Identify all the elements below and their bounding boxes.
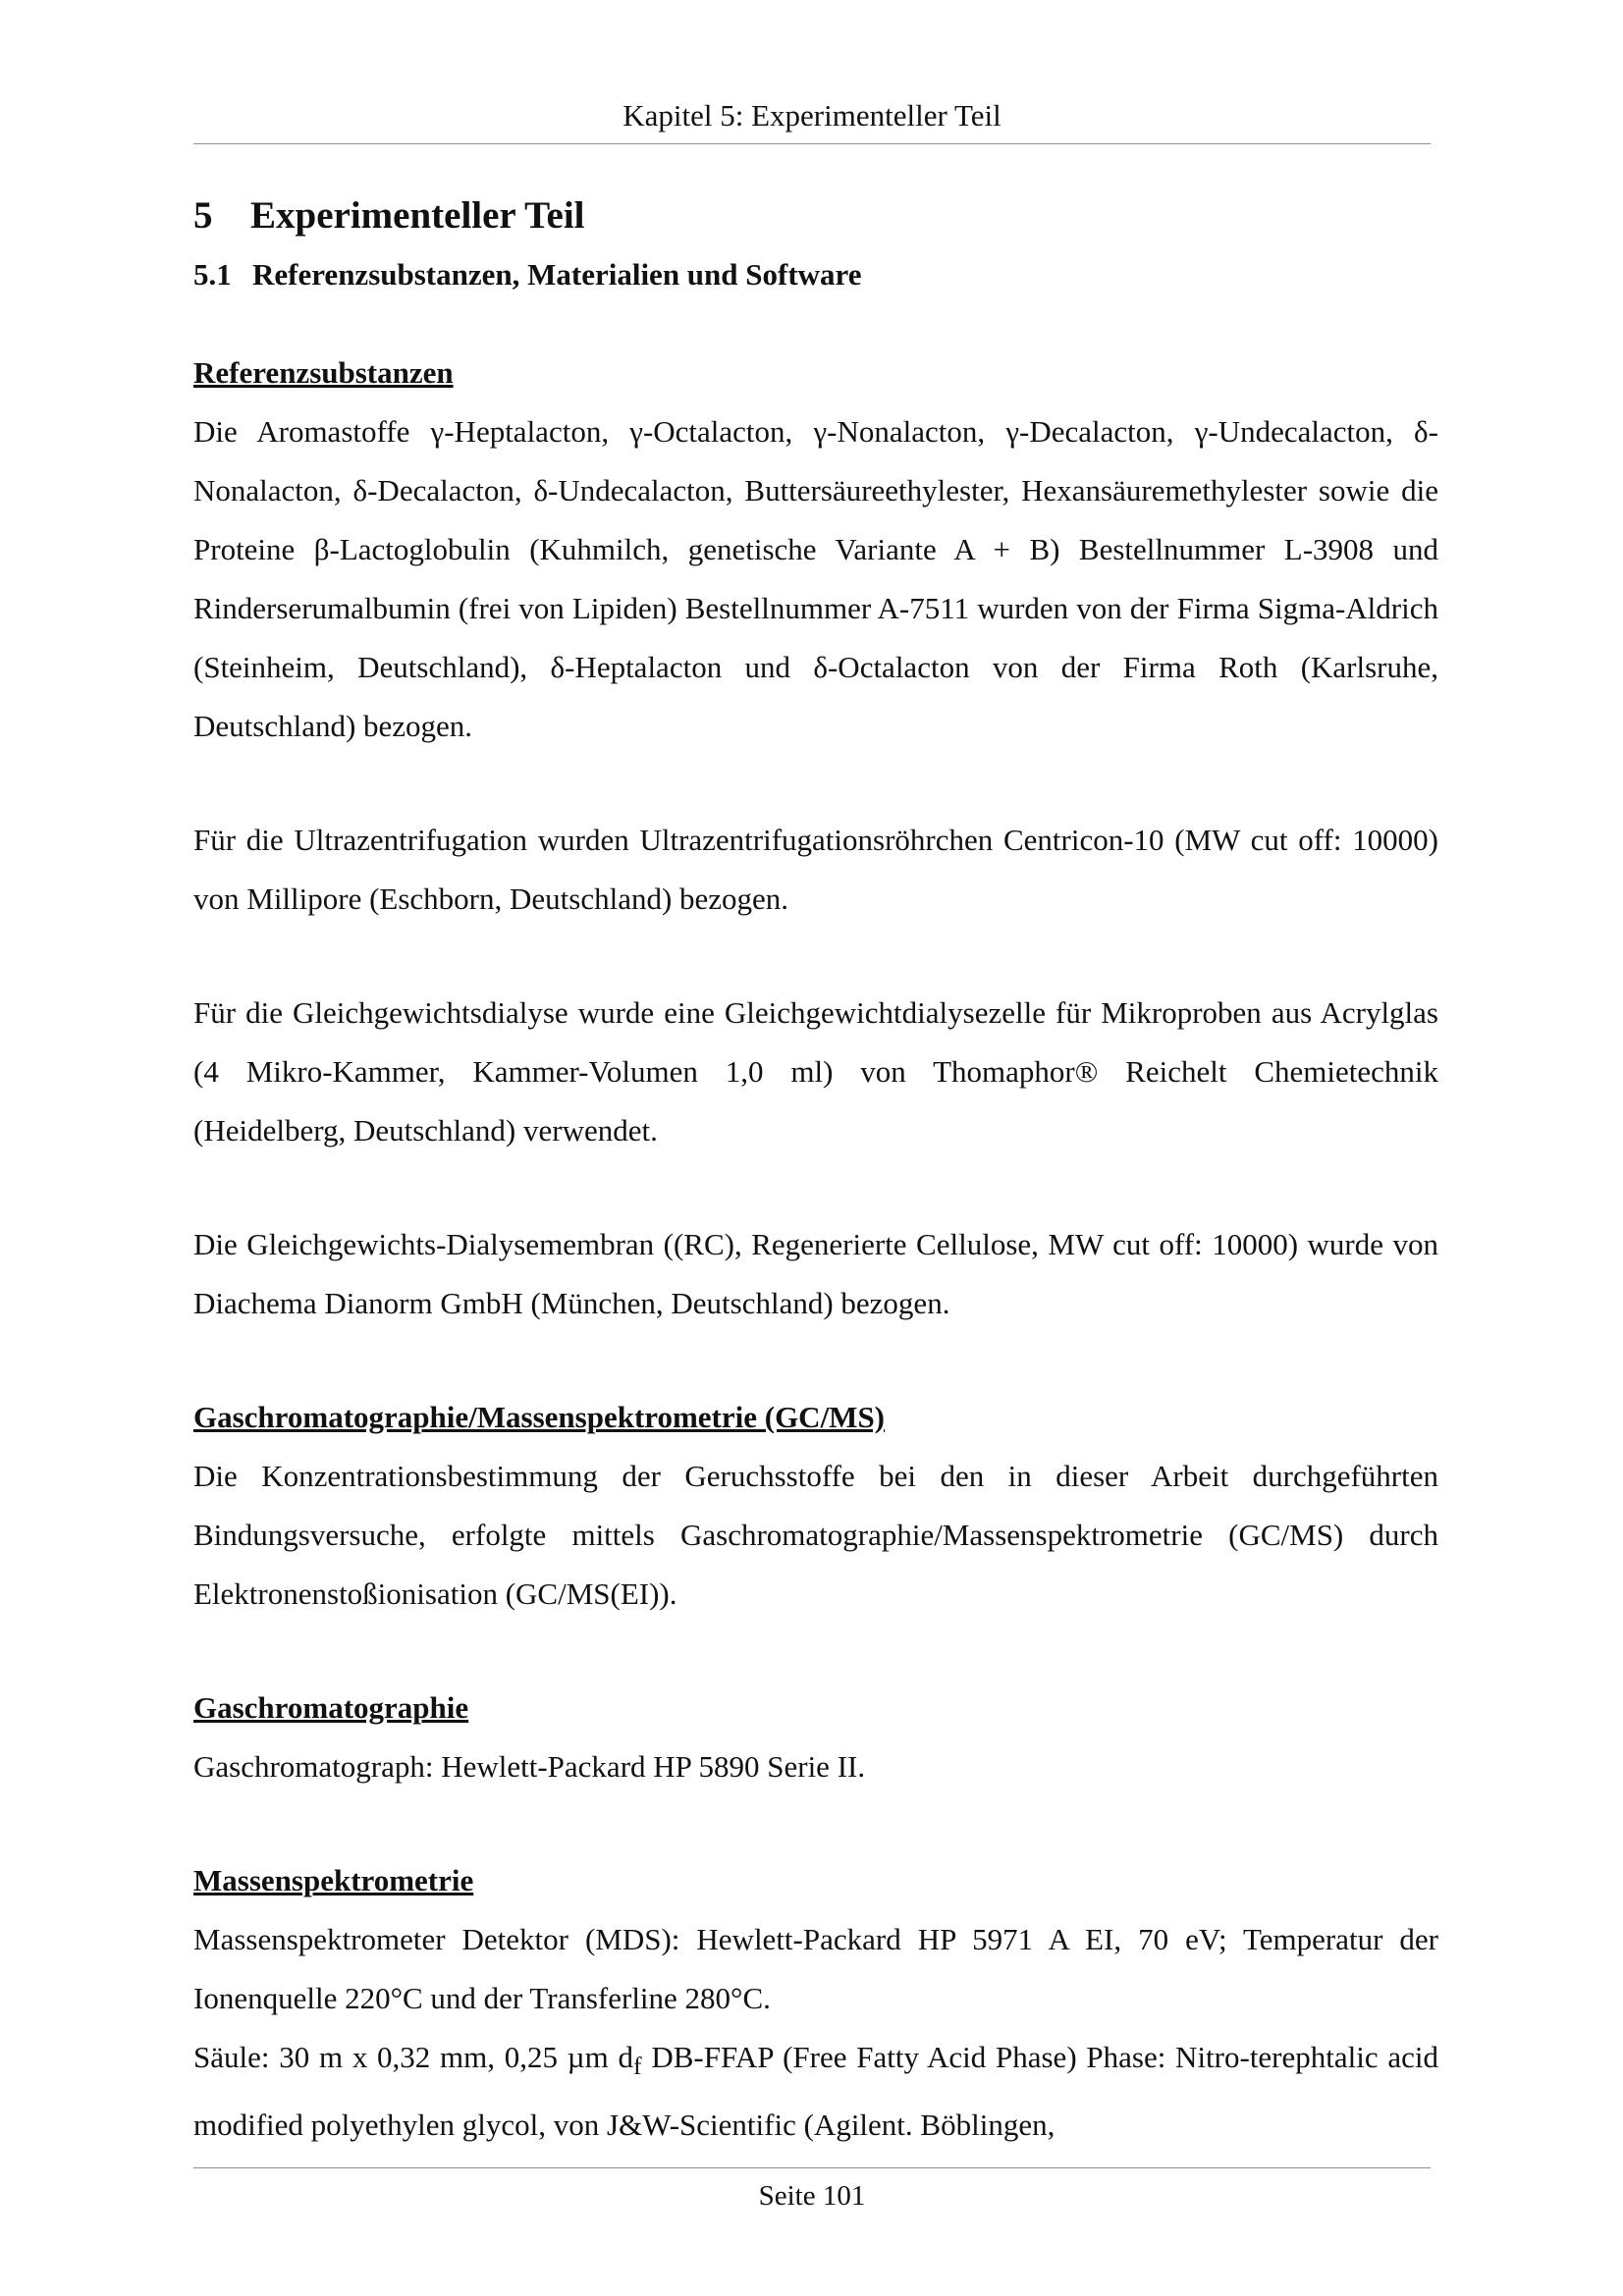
- header-rule: [193, 143, 1431, 144]
- paragraph-referenzsubstanzen: Die Aromastoffe γ-Heptalacton, γ-Octalacton, γ-Nonalacton, γ-Decalacton, γ-Undecalacton, δ-Nonalacton, δ-Decalacton, δ-Undecalacton, Buttersäureethylester, Hexansäuremethylester sowie die Proteine β-Lactoglobulin (Kuhmilch, genetische Variante A + B) Bestellnummer L-3908 und Rinderserumalbumin (frei von Lipiden) Bestellnummer A-7511 wurden von der Firma Sigma-Aldrich (Steinheim, Deutschland), δ-Heptalacton und δ-Octalacton von der Firma Roth (Karlsruhe, Deutschland) bezogen.: [193, 414, 1438, 743]
- spacer: [193, 1160, 1438, 1215]
- section-number: 5.1: [193, 257, 232, 292]
- running-header: Kapitel 5: Experimenteller Teil: [622, 98, 1001, 133]
- page-body: [193, 188, 1438, 2155]
- section-title: Referenzsubstanzen, Materialien und Software: [252, 257, 862, 292]
- section-heading: [193, 245, 1438, 304]
- heading-gaschromatographie: Gaschromatographie: [193, 1690, 469, 1725]
- heading-massenspektrometrie: Massenspektrometrie: [193, 1863, 474, 1897]
- footer-rule: [193, 2167, 1431, 2168]
- spacer: [193, 304, 1438, 344]
- spacer: [193, 1624, 1438, 1679]
- page-number: Seite 101: [758, 2180, 866, 2212]
- column-text-suffix: DB-FFAP (Free Fatty Acid Phase) Phase: Nitro-terephtalic acid modified polyethylen glycol, von J&W-Scientific (Agilent. Böblingen,: [193, 2040, 1438, 2143]
- paragraph-saeule: [193, 2028, 1438, 2155]
- paragraph-dialysemembran: Die Gleichgewichts-Dialysemembran ((RC), Regenerierte Cellulose, MW cut off: 10000) wurde von Diachema Dianorm GmbH (München, Deutschland) bezogen.: [193, 1227, 1438, 1320]
- paragraph-massenspektrometer: Massenspektrometer Detektor (MDS): Hewlett-Packard HP 5971 A EI, 70 eV; Temperatur der Ionenquelle 220°C und der Transferline 280°C.: [193, 1922, 1438, 2015]
- heading-referenzsubstanzen: Referenzsubstanzen: [193, 355, 454, 390]
- column-text-prefix: Säule: 30 m x 0,32 mm, 0,25 µm d: [193, 2040, 633, 2074]
- paragraph-gaschromatograph: Gaschromatograph: Hewlett-Packard HP 5890 Serie II.: [193, 1749, 866, 1784]
- chapter-title: Experimenteller Teil: [250, 194, 585, 237]
- chapter-heading: [193, 188, 1438, 243]
- spacer: [193, 1333, 1438, 1388]
- paragraph-gcms: Die Konzentrationsbestimmung der Geruchsstoffe bei den in dieser Arbeit durchgeführten Bindungsversuche, erfolgte mittels Gaschromatographie/Massenspektrometrie (GC/MS) durch Elektronenstoßionisation (GC/MS(EI)).: [193, 1459, 1438, 1611]
- spacer: [193, 756, 1438, 811]
- spacer: [193, 929, 1438, 984]
- paragraph-ultrazentrifugation: Für die Ultrazentrifugation wurden Ultrazentrifugationsröhrchen Centricon-10 (MW cut off: 10000) von Millipore (Eschborn, Deutschland) bezogen.: [193, 823, 1438, 916]
- spacer: [193, 1796, 1438, 1851]
- chapter-number: 5: [193, 194, 213, 237]
- paragraph-gleichgewichtsdialyse: Für die Gleichgewichtsdialyse wurde eine Gleichgewichtdialysezelle für Mikroproben aus Acrylglas (4 Mikro-Kammer, Kammer-Volumen 1,0 ml) von Thomaphor® Reichelt Chemietechnik (Heidelberg, Deutschland) verwendet.: [193, 995, 1438, 1148]
- heading-gcms: Gaschromatographie/Massenspektrometrie (GC/MS): [193, 1400, 886, 1434]
- column-subscript: f: [632, 2052, 642, 2081]
